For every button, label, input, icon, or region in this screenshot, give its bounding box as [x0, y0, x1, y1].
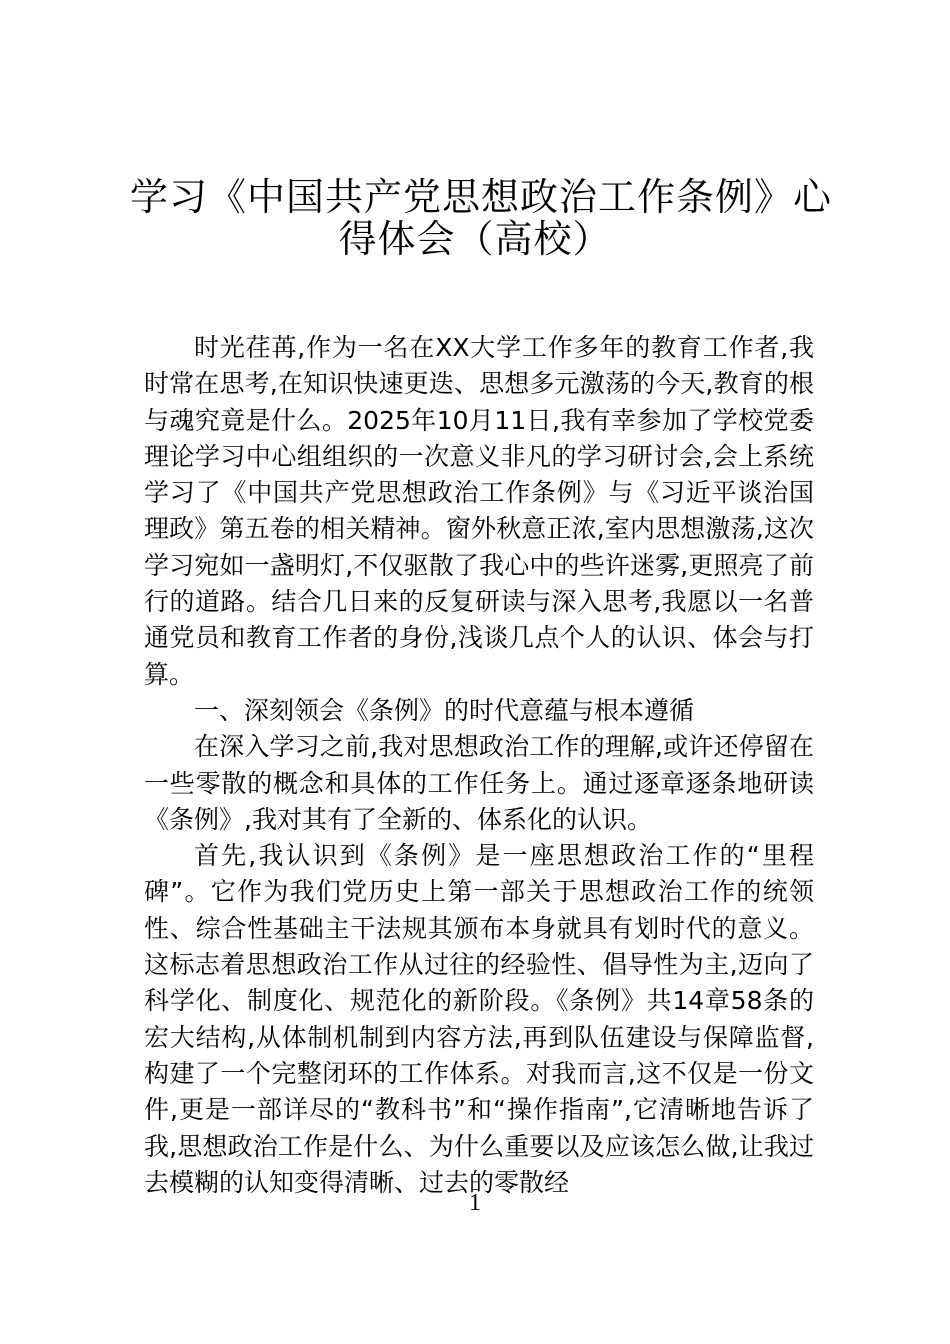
paragraph-section1-first: 首先,我认识到《条例》是一座思想政治工作的“里程碑”。它作为我们党历史上第一部关于思想政治工作的统领性、综合性基础主干法规其颁布本身就具有划时代的意义。这标志着思想政治工作从过往的经验性、倡导性为主,迈向了科学化、制度化、规范化的新阶段。《条例》共14章58条的宏大结构,从体制机制到内容方法,再到队伍建设与保障监督,构建了一个完整闭环的工作体系。对我而言,这不仅是一份文件,更是一部详尽的“教科书”和“操作指南”,它清晰地告诉了我,思想政治工作是什么、为什么重要以及应该怎么做,让我过去模糊的认知变得清晰、过去的零散经 — [144, 841, 814, 1197]
paragraph-intro: 时光荏苒,作为一名在XX大学工作多年的教育工作者,我时常在思考,在知识快速更迭、思想多元激荡的今天,教育的根与魂究竟是什么。2025年10月11日,我有幸参加了学校党委理论学习中心组组织的一次意义非凡的学习研讨会,会上系统学习了《中国共产党思想政治工作条例》与《习近平谈治国理政》第五卷的相关精神。窗外秋意正浓,室内思想激荡,这次学习宛如一盏明灯,不仅驱散了我心中的些许迷雾,更照亮了前行的道路。结合几日来的反复研读与深入思考,我愿以一名普通党员和教育工作者的身份,浅谈几点个人的认识、体会与打算。 — [144, 333, 814, 689]
document-title-line-2: 得体会（高校） — [338, 217, 612, 261]
section-heading-1: 一、深刻领会《条例》的时代意蕴与根本遵循 — [194, 695, 695, 725]
document-body — [144, 330, 814, 1201]
page-number: 1 — [469, 1190, 481, 1216]
document-title-line-1: 学习《中国共产党思想政治工作条例》心 — [130, 175, 833, 219]
paragraph-section1-intro: 在深入学习之前,我对思想政治工作的理解,或许还停留在一些零散的概念和具体的工作任务上。通过逐章逐条地研读《条例》,我对其有了全新的、体系化的认识。 — [144, 732, 814, 834]
